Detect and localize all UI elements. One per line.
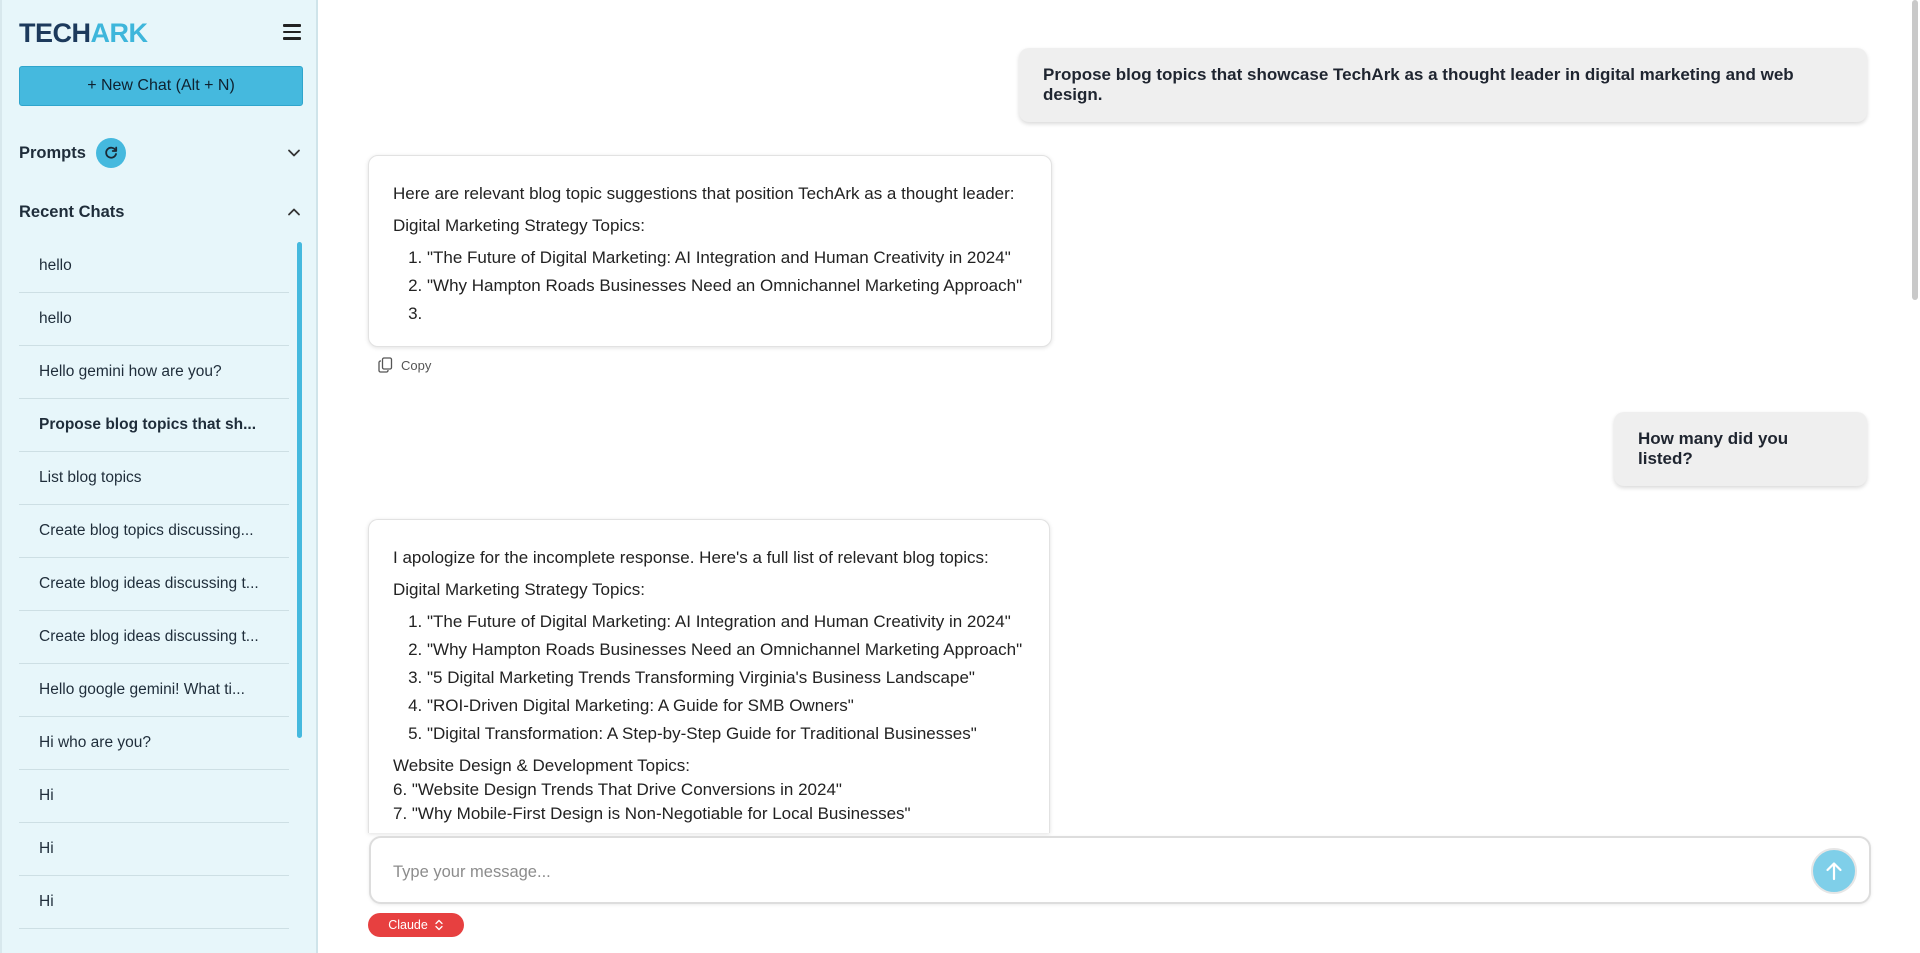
chat-list-item[interactable]: Hello gemini how are you? [19, 346, 289, 399]
chat-list-item[interactable]: hello [19, 240, 289, 293]
main-scrollbar[interactable] [1912, 0, 1918, 300]
chat-list-item[interactable]: Create blog ideas discussing t... [19, 611, 289, 664]
message-input[interactable] [391, 856, 1775, 888]
chevron-down-icon[interactable] [287, 146, 301, 160]
chat-list-item[interactable]: Hi [19, 876, 289, 929]
chat-list-item[interactable]: Create blog topics discussing... [19, 505, 289, 558]
copy-label: Copy [401, 357, 432, 373]
assistant-intro: Here are relevant blog topic suggestions that position TechArk as a thought leader: [393, 184, 1015, 203]
chat-list-item[interactable]: Hello google gemini! What ti... [19, 664, 289, 717]
techark-logo[interactable]: TECHARK [19, 18, 148, 48]
topic-list-item: 4. "ROI-Driven Digital Marketing: A Guide for SMB Owners" [427, 692, 1025, 720]
copy-icon [378, 357, 393, 373]
assistant-topic-list [393, 608, 1025, 748]
updown-chevron-icon [434, 919, 444, 931]
assistant-topic-line: 7. "Why Mobile-First Design is Non-Negotiable for Local Businesses" [393, 804, 911, 823]
chat-list-item[interactable]: Hi [19, 770, 289, 823]
message-composer [369, 836, 1871, 904]
chat-list-item[interactable]: hello [19, 293, 289, 346]
prompts-section-header[interactable] [19, 136, 303, 170]
copy-button[interactable] [378, 357, 431, 373]
user-message [1614, 412, 1867, 486]
chat-list-item[interactable]: Create blog ideas discussing t... [19, 558, 289, 611]
topic-list-item [427, 300, 1027, 328]
topic-list-item: 2. "Why Hampton Roads Businesses Need an Omnichannel Marketing Approach" [427, 272, 1027, 300]
recent-chats-list [19, 240, 289, 929]
prompts-label: Prompts [19, 143, 86, 162]
topic-list-item: 1. "The Future of Digital Marketing: AI Integration and Human Creativity in 2024" [427, 244, 1027, 272]
refresh-icon [103, 145, 119, 161]
chat-list-item[interactable]: Hi who are you? [19, 717, 289, 770]
model-label: Claude [388, 918, 428, 932]
assistant-topic-list [393, 244, 1027, 328]
new-chat-button[interactable]: + New Chat (Alt + N) [19, 66, 303, 106]
assistant-message [368, 155, 1052, 347]
chevron-up-icon[interactable] [287, 205, 301, 219]
assistant-section-heading: Digital Marketing Strategy Topics: [393, 216, 645, 235]
arrow-up-icon [1825, 861, 1843, 881]
chat-list-item[interactable]: Hi [19, 823, 289, 876]
refresh-prompts-button[interactable] [96, 138, 126, 168]
chat-list-item[interactable]: List blog topics [19, 452, 289, 505]
sidebar [0, 0, 318, 953]
assistant-message [368, 519, 1050, 833]
user-message [1019, 48, 1867, 122]
topic-list-item: 3. "5 Digital Marketing Trends Transforming Virginia's Business Landscape" [427, 664, 1025, 692]
sidebar-scrollbar[interactable] [297, 242, 302, 738]
topic-list-item: 1. "The Future of Digital Marketing: AI Integration and Human Creativity in 2024" [427, 608, 1025, 636]
model-selector[interactable] [368, 913, 464, 937]
assistant-intro: I apologize for the incomplete response. Here's a full list of relevant blog topics: [393, 548, 989, 567]
user-message-text: How many did you listed? [1638, 429, 1789, 468]
topic-list-item: 5. "Digital Transformation: A Step-by-Step Guide for Traditional Businesses" [427, 720, 1025, 748]
recent-chats-header[interactable] [19, 195, 303, 229]
assistant-section-heading: Digital Marketing Strategy Topics: [393, 580, 645, 599]
user-message-text: Propose blog topics that showcase TechArk as a thought leader in digital marketing and web design. [1043, 65, 1794, 104]
chat-list-item[interactable]: Propose blog topics that sh... [19, 399, 289, 452]
assistant-topic-line: 6. "Website Design Trends That Drive Conversions in 2024" [393, 780, 842, 799]
logo-row [19, 18, 301, 52]
hamburger-menu-icon[interactable] [283, 24, 301, 40]
send-button[interactable] [1811, 848, 1857, 894]
assistant-section-heading: Website Design & Development Topics: [393, 756, 691, 775]
topic-list-item: 2. "Why Hampton Roads Businesses Need an Omnichannel Marketing Approach" [427, 636, 1025, 664]
recent-chats-label: Recent Chats [19, 202, 125, 221]
